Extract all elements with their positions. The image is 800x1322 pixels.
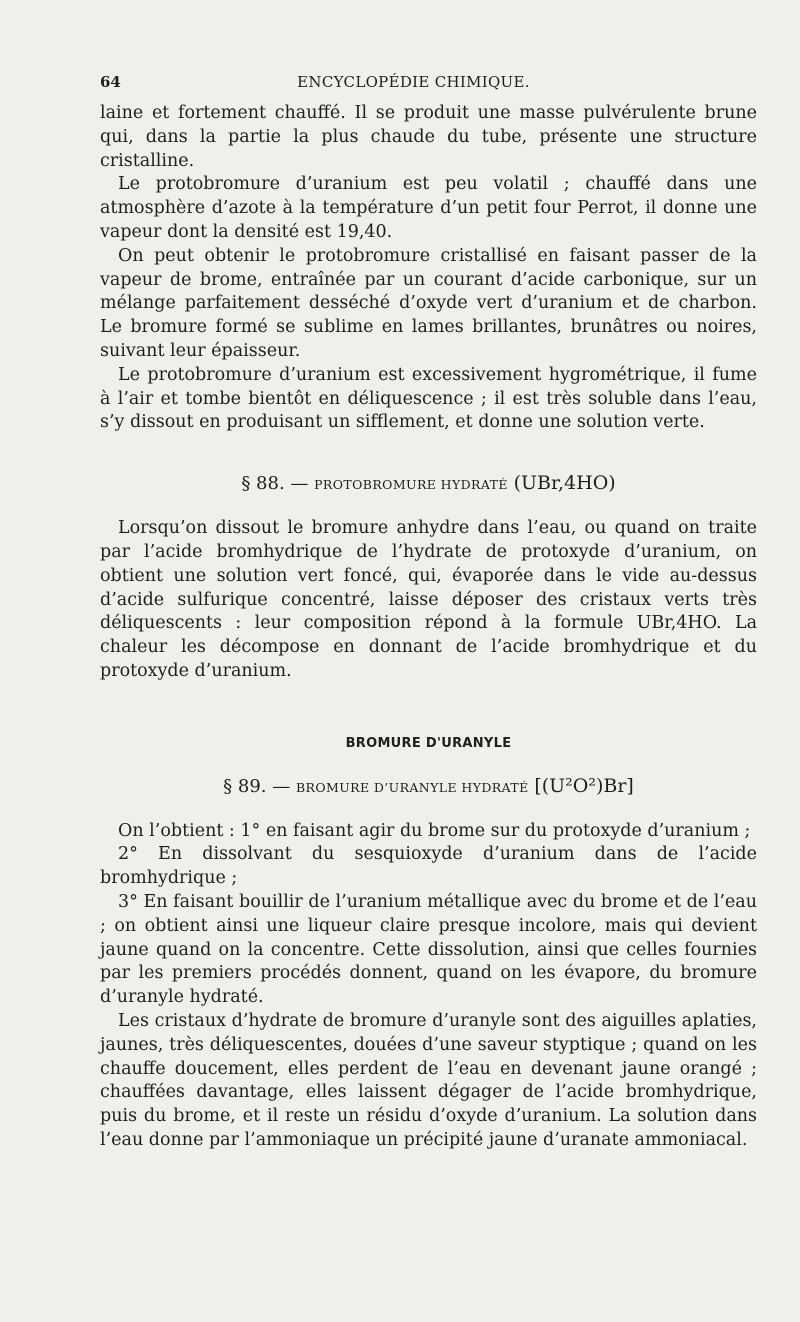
- running-header: [100, 72, 757, 92]
- section-name: PROTOBROMURE HYDRATÉ: [314, 477, 508, 493]
- section-formula: [(U²O²)Br]: [534, 774, 634, 797]
- section-name: BROMURE D’URANYLE HYDRATÉ: [295, 779, 529, 795]
- paragraph: On peut obtenir le protobromure cristallisé en faisant passer de la vapeur de brome, entraînée par un courant d’acide carbonique, sur un mélange parfaitement desséché d’oxyde vert d’uranium et de charbon. Le bromure formé se sublime en lames brillantes, brunâtres ou noires, suivant leur épaisseur.: [100, 245, 757, 361]
- paragraph: 2° En dissolvant du sesquioxyde d’uranium dans de l’acide bromhydrique ;: [100, 844, 757, 889]
- running-title: ENCYCLOPÉDIE CHIMIQUE.: [297, 73, 530, 91]
- section-formula: (UBr,4HO): [513, 472, 616, 495]
- paragraph: 3° En faisant bouillir de l’uranium métallique avec du brome et de l’eau ; on obtient ainsi une liqueur claire presque incolore, mais qui devient jaune quand on la concentre. Cette dissolution, ainsi que celles fournies par les premiers procédés donnent, quand on les évapore, du bromure d’uranyle hydraté.: [100, 891, 757, 1008]
- paragraph: Le protobromure d’uranium est peu volatil ; chauffé dans une atmosphère d’azote à la température d’un petit four Perrot, il donne une vapeur dont la densité est 19,40.: [100, 174, 757, 242]
- chapter-heading: BROMURE D'URANYLE: [345, 735, 512, 751]
- paragraph: Le protobromure d’uranium est excessivement hygrométrique, il fume à l’air et tombe bientôt en déliquescence ; il est très soluble dans l’eau, s’y dissout en produisant un sifflement, et donne une solution verte.: [100, 364, 757, 433]
- section-heading-89: [100, 774, 757, 800]
- page-number: 64: [100, 73, 121, 91]
- section-heading-88: [100, 471, 757, 497]
- page-content: [100, 72, 757, 1153]
- section-number: § 88. —: [241, 473, 309, 495]
- section-number: § 89. —: [223, 775, 291, 797]
- paragraph: Les cristaux d’hydrate de bromure d’uranyle sont des aiguilles aplaties, jaunes, très déliquescentes, douées d’une saveur styptique ; quand on les chauffe doucement, elles perdent de l’eau en devenant jaune orangé ; chauffées davantage, elles laissent dégager de l’acide bromhydrique, puis du brome, et il reste un résidu d’oxyde d’uranium. La solution dans l’eau donne par l’ammoniaque un précipité jaune d’uranate ammoniacal.: [100, 1010, 757, 1150]
- paragraph: laine et fortement chauffé. Il se produit une masse pulvérulente brune qui, dans la partie la plus chaude du tube, présente une structure cristalline.: [100, 103, 757, 171]
- paragraph: Lorsqu’on dissout le bromure anhydre dans l’eau, ou quand on traite par l’acide bromhydrique de l’hydrate de protoxyde d’uranium, on obtient une solution vert foncé, qui, évaporée dans le vide au-dessus d’acide sulfurique concentré, laisse déposer des cristaux verts très déliquescents : leur composition répond à la formule UBr,4HO. La chaleur les décompose en donnant de l’acide bromhydrique et du protoxyde d’uranium.: [100, 518, 757, 681]
- paragraph: On l’obtient : 1° en faisant agir du brome sur du protoxyde d’uranium ;: [118, 820, 751, 841]
